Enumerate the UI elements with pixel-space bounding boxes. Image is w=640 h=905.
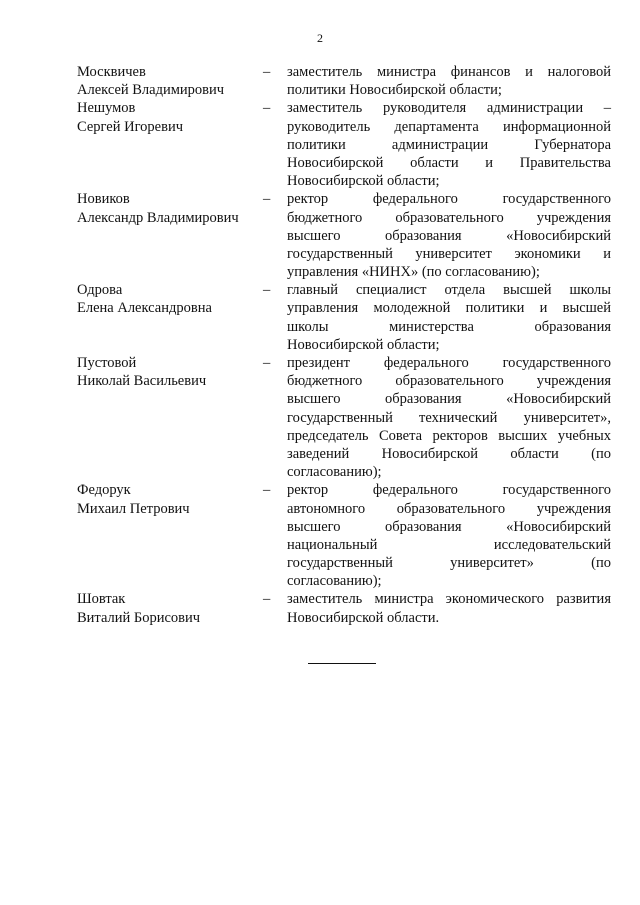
position-line: Новосибирской области и Правительства [287,154,611,171]
position-line: управления молодежной политики и высшей [287,300,611,317]
member-dash: – [263,100,271,117]
member-given-names: Сергей Игоревич [77,118,184,135]
member-surname: Шовтак [77,591,126,608]
member-name [77,99,257,135]
member-given-names: Елена Александровна [77,300,212,317]
member-name [77,63,257,99]
position-line: политики администрации Губернатора [287,136,611,153]
position-line: высшего образования «Новосибирский [287,227,611,244]
position-line: высшего образования «Новосибирский [287,391,611,408]
position-line: руководитель департамента информационной [287,118,611,135]
member-surname: Москвичев [77,64,146,80]
member-given-names: Александр Владимирович [77,209,239,226]
position-line: Новосибирской области; [287,173,440,190]
member-given-names: Виталий Борисович [77,609,201,626]
position-line: заместитель министра финансов и налоговой [287,64,611,80]
closing-rule [308,663,376,664]
member-position [287,354,611,481]
member-entry [77,99,611,190]
member-surname: Федорук [77,482,131,499]
member-position [287,590,611,626]
position-line: согласованию); [287,573,382,590]
page-number: 2 [317,31,323,45]
member-position [287,481,611,590]
position-line: Новосибирской области; [287,336,440,353]
position-line: ректор федерального государственного [287,482,611,499]
position-line: государственный технический университет», [287,409,611,426]
member-entry [77,354,611,481]
position-line: государственный университет» (по [287,555,611,572]
member-given-names: Михаил Петрович [77,500,190,517]
position-line: государственный университет экономики и [287,245,611,262]
member-position [287,99,611,190]
position-line: ректор федерального государственного [287,191,611,208]
position-line: президент федерального государственного [287,355,611,371]
member-dash: – [263,282,271,299]
position-line: автономного образовательного учреждения [287,500,611,517]
member-entry [77,590,611,626]
member-name [77,481,257,517]
member-entry [77,281,611,354]
member-name [77,190,257,226]
member-dash: – [263,482,271,499]
position-line: школы министерства образования [287,318,611,335]
member-position [287,190,611,281]
position-line: председатель Совета ректоров высших учебных [287,427,611,444]
member-entry [77,63,611,99]
position-line: заместитель министра экономического развития [287,591,611,608]
member-surname: Нешумов [77,100,136,117]
member-entry [77,190,611,281]
member-dash: – [263,355,271,371]
position-line: заместитель руководителя администрации – [287,100,611,117]
member-dash: – [263,191,271,208]
member-surname: Пустовой [77,355,137,371]
position-line: согласованию); [287,464,382,481]
member-list [77,63,611,627]
member-given-names: Алексей Владимирович [77,82,225,99]
position-line: политики Новосибирской области; [287,82,502,99]
position-line: национальный исследовательский [287,536,611,553]
member-name [77,590,257,626]
member-dash: – [263,64,271,80]
member-name [77,354,257,390]
member-position [287,281,611,354]
position-line: бюджетного образовательного учреждения [287,373,611,390]
member-dash: – [263,591,271,608]
position-line: главный специалист отдела высшей школы [287,282,611,299]
member-entry [77,481,611,590]
position-line: Новосибирской области. [287,609,440,626]
position-line: управления «НИНХ» (по согласованию); [287,264,540,281]
member-given-names: Николай Васильевич [77,373,207,390]
member-surname: Новиков [77,191,130,208]
position-line: заведений Новосибирской области (по [287,445,611,462]
position-line: бюджетного образовательного учреждения [287,209,611,226]
member-surname: Одрова [77,282,123,299]
member-position [287,63,611,99]
position-line: высшего образования «Новосибирский [287,518,611,535]
member-name [77,281,257,317]
